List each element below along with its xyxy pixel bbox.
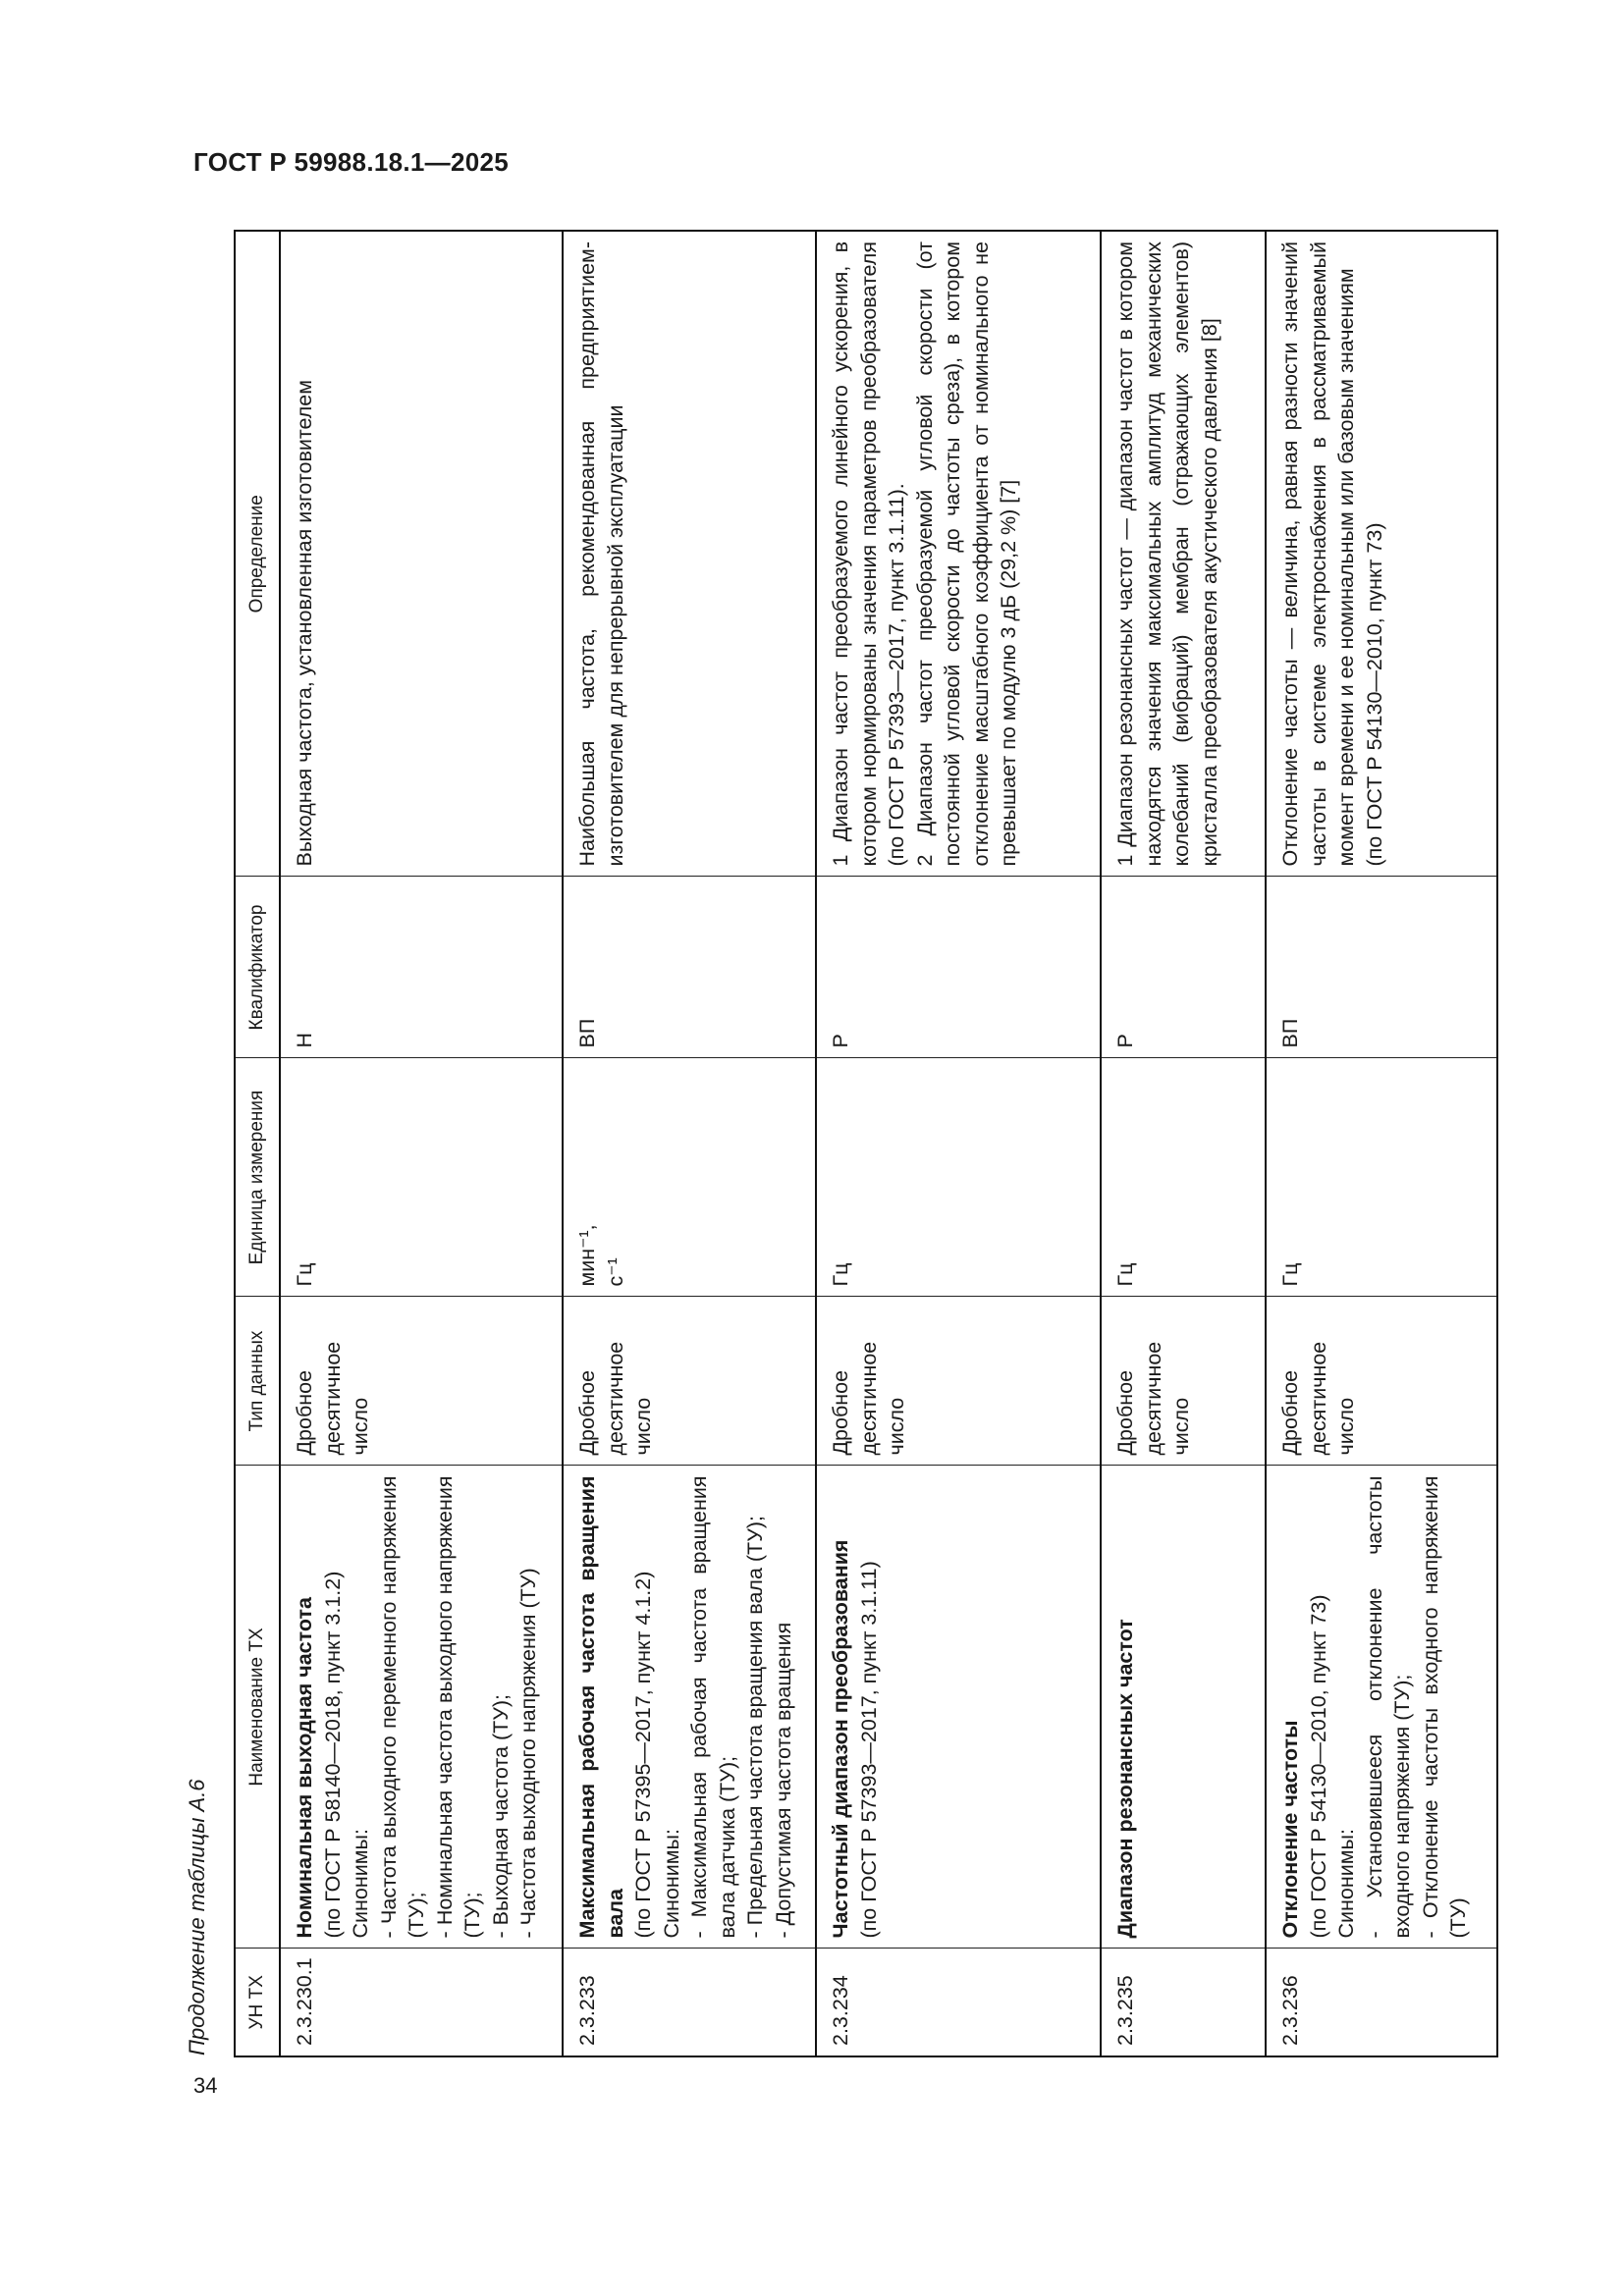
definition-text: Отклонение частоты — величина, равная разности значений частоты в системе электроснабжения в рассматриваемый момент времени и ее номинальным или базовым значениям	[1278, 241, 1358, 867]
characteristic-source: (по ГОСТ Р 57393—2017, пункт 3.1.11)	[856, 1561, 881, 1939]
synonyms-label: Синонимы:	[349, 1829, 372, 1939]
cell-name	[563, 1466, 816, 1949]
definition-text: 1 Диапазон частот преобразуемого линейного ускорения, в котором нормированы значения параметров преобразователя (по ГОСТ Р 57393—2017, пункт 3.1.11).	[829, 241, 908, 867]
table-row	[563, 231, 816, 2056]
table-header-row	[235, 231, 280, 2056]
cell-unit	[563, 1058, 816, 1297]
header-id: УН ТХ	[235, 1949, 280, 2056]
definition-text: Наибольшая частота, рекомендованная предприятием-изготовителем для непрерывной эксплуатации	[575, 241, 627, 867]
synonym-item: - Частота выходного напряжения (ТУ)	[516, 1568, 540, 1939]
synonyms-label: Синонимы:	[1334, 1829, 1358, 1939]
cell-id: 2.3.233	[563, 1949, 816, 2056]
header-name: Наименование ТХ	[235, 1466, 280, 1949]
cell-qualifier: Р	[816, 877, 1101, 1058]
cell-name	[816, 1466, 1101, 1949]
definition-text: 1 Диапазон резонансных частот — диапазон частот в котором находятся значения максимальных амплитуд механических колебаний (вибраций) мембран (отражающих элементов) кристалла преобразователя акустического давления [8]	[1113, 241, 1221, 867]
characteristic-source: (по ГОСТ Р 58140—2018, пункт 3.1.2)	[320, 1571, 345, 1939]
synonym-item: - Частота выходного переменного напряжения (ТУ);	[376, 1475, 428, 1939]
cell-data-type: Дробное десятичное число	[280, 1297, 563, 1466]
page-number: 34	[193, 2073, 218, 2098]
cell-unit	[1101, 1058, 1266, 1297]
table-row	[280, 231, 563, 2056]
cell-id: 2.3.234	[816, 1949, 1101, 2056]
cell-definition	[563, 231, 816, 877]
synonym-item: - Выходная частота (ТУ);	[488, 1693, 513, 1939]
header-data-type: Тип данных	[235, 1297, 280, 1466]
characteristic-source: (по ГОСТ Р 57395—2017, пункт 4.1.2)	[631, 1571, 655, 1939]
characteristic-title: Диапазон резонансных частот	[1113, 1619, 1137, 1939]
synonym-item: - Предельная частота вращения вала (ТУ);	[743, 1516, 767, 1939]
table-caption: Продолжение таблицы А.6	[185, 1779, 209, 2056]
cell-definition	[1266, 231, 1497, 877]
synonyms-label: Синонимы:	[659, 1829, 683, 1939]
cell-name	[280, 1466, 563, 1949]
characteristic-title: Частотный диапазон преобразования	[829, 1539, 852, 1939]
characteristic-source: (по ГОСТ Р 54130—2010, пункт 73)	[1306, 1594, 1330, 1939]
synonym-item: - Максимальная рабочая частота вращения вала датчика (ТУ);	[687, 1475, 739, 1939]
cell-data-type: Дробное десятичное число	[816, 1297, 1101, 1466]
cell-data-type: Дробное десятичное число	[563, 1297, 816, 1466]
unit-value: Гц	[1278, 1262, 1302, 1287]
cell-id: 2.3.235	[1101, 1949, 1266, 2056]
unit-value: мин⁻¹,	[575, 1224, 599, 1287]
unit-value: Гц	[829, 1262, 852, 1287]
characteristic-title: Максимальная рабочая частота вращения вала	[575, 1475, 627, 1939]
header-definition: Определение	[235, 231, 280, 877]
synonym-item: - Допустимая частота вращения	[771, 1622, 795, 1939]
table-row	[816, 231, 1101, 2056]
definition-text: (по ГОСТ Р 54130—2010, пункт 73)	[1362, 522, 1386, 867]
cell-qualifier: ВП	[563, 877, 816, 1058]
definition-text: Выходная частота, установленная изготовителем	[293, 379, 316, 867]
cell-name	[1266, 1466, 1497, 1949]
characteristic-title: Номинальная выходная частота	[293, 1597, 316, 1939]
cell-unit	[1266, 1058, 1497, 1297]
header-qualifier: Квалификатор	[235, 877, 280, 1058]
cell-definition	[280, 231, 563, 877]
cell-unit	[816, 1058, 1101, 1297]
document-header: ГОСТ Р 59988.18.1—2025	[193, 147, 509, 177]
cell-definition	[1101, 231, 1266, 877]
characteristics-table	[234, 230, 1498, 2057]
rotated-table-area	[185, 232, 1470, 2057]
cell-qualifier: ВП	[1266, 877, 1497, 1058]
cell-data-type: Дробное десятичное число	[1101, 1297, 1266, 1466]
table-row	[1266, 231, 1497, 2056]
unit-value: Гц	[1113, 1262, 1137, 1287]
cell-name	[1101, 1466, 1266, 1949]
table-row	[1101, 231, 1266, 2056]
definition-text: 2 Диапазон частот преобразуемой угловой скорости (от постоянной угловой скорости до частоты среза), в котором отклонение масштабного коэффициента от номинального не превышает по модулю 3 дБ (29,2 %) [7]	[912, 241, 1020, 867]
header-unit: Единица измерения	[235, 1058, 280, 1297]
cell-data-type: Дробное десятичное число	[1266, 1297, 1497, 1466]
synonym-item: - Номинальная частота выходного напряжения (ТУ);	[432, 1475, 484, 1939]
cell-id: 2.3.230.1	[280, 1949, 563, 2056]
cell-definition	[816, 231, 1101, 877]
cell-qualifier: Н	[280, 877, 563, 1058]
cell-id: 2.3.236	[1266, 1949, 1497, 2056]
unit-value: Гц	[293, 1262, 316, 1287]
cell-qualifier: Р	[1101, 877, 1266, 1058]
unit-value-alt: с⁻¹	[603, 1257, 627, 1287]
cell-unit	[280, 1058, 563, 1297]
characteristic-title: Отклонение частоты	[1278, 1720, 1302, 1939]
synonym-item: - Установившееся отклонение частоты входного напряжения (ТУ);	[1362, 1475, 1414, 1939]
synonym-item: - Отклонение частоты входного напряжения (ТУ)	[1418, 1475, 1470, 1939]
